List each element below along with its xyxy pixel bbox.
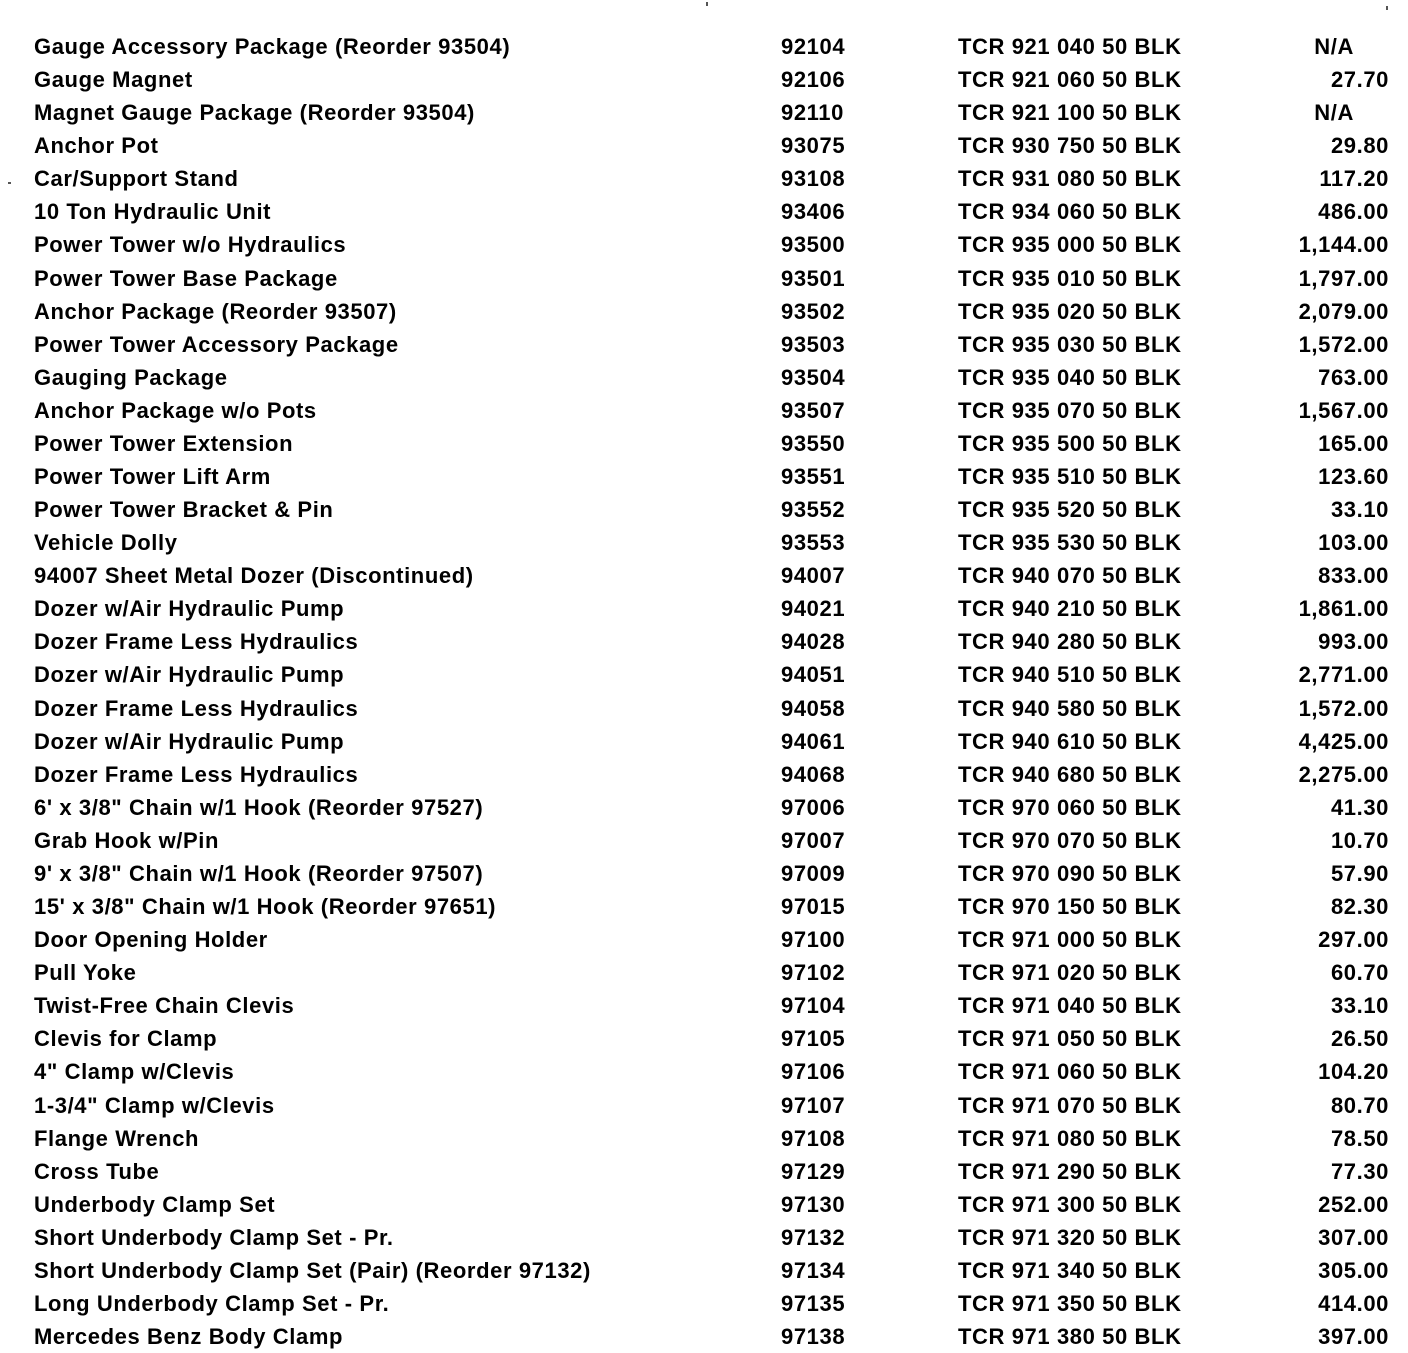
order-code: TCR 935 520 50 BLK — [958, 497, 1182, 523]
item-price: 252.00 — [1318, 1191, 1389, 1217]
price-list-row — [0, 1122, 1408, 1155]
item-price: 297.00 — [1318, 927, 1389, 953]
item-description: Car/Support Stand — [34, 166, 239, 192]
order-code: TCR 971 000 50 BLK — [958, 927, 1182, 953]
item-description: Gauge Magnet — [34, 67, 193, 93]
part-number: 93504 — [781, 364, 846, 390]
part-number: 97130 — [781, 1191, 846, 1217]
item-description: Power Tower w/o Hydraulics — [34, 232, 347, 258]
order-code: TCR 940 510 50 BLK — [958, 662, 1182, 688]
item-description: Short Underbody Clamp Set (Pair) (Reorder 97132) — [34, 1257, 591, 1283]
order-code: TCR 921 060 50 BLK — [958, 67, 1182, 93]
price-list-row — [0, 493, 1408, 526]
order-code: TCR 970 070 50 BLK — [958, 827, 1182, 853]
price-list-row — [0, 63, 1408, 96]
part-number: 94068 — [781, 761, 846, 787]
price-list-row — [0, 592, 1408, 625]
item-price: 60.70 — [1330, 960, 1389, 986]
part-number: 93406 — [781, 199, 846, 225]
item-description: Dozer w/Air Hydraulic Pump — [34, 662, 345, 688]
part-number: 97105 — [781, 1026, 846, 1052]
item-description: 15' x 3/8" Chain w/1 Hook (Reorder 97651) — [34, 894, 497, 920]
price-list-row — [0, 1022, 1408, 1055]
price-list-row — [0, 295, 1408, 328]
order-code: TCR 940 580 50 BLK — [958, 695, 1182, 721]
price-list-row — [0, 394, 1408, 427]
order-code: TCR 971 340 50 BLK — [958, 1257, 1182, 1283]
price-list-row — [0, 526, 1408, 559]
part-number: 97102 — [781, 960, 846, 986]
item-description: Anchor Package (Reorder 93507) — [34, 298, 397, 324]
order-code: TCR 971 040 50 BLK — [958, 993, 1182, 1019]
item-price: 1,861.00 — [1298, 596, 1389, 622]
price-list-row — [0, 658, 1408, 691]
order-code: TCR 940 610 50 BLK — [958, 728, 1182, 754]
part-number: 93502 — [781, 298, 846, 324]
part-number: 97134 — [781, 1257, 846, 1283]
order-code: TCR 921 040 50 BLK — [958, 34, 1182, 59]
price-list-row — [0, 1287, 1408, 1320]
price-list-row — [0, 890, 1408, 923]
item-price: 307.00 — [1318, 1224, 1389, 1250]
item-price: 26.50 — [1330, 1026, 1389, 1052]
item-price: 123.60 — [1318, 464, 1389, 490]
order-code: TCR 971 320 50 BLK — [958, 1224, 1182, 1250]
part-number: 93551 — [781, 464, 846, 490]
item-price: 82.30 — [1330, 894, 1389, 920]
order-code: TCR 970 090 50 BLK — [958, 860, 1182, 886]
order-code: TCR 971 050 50 BLK — [958, 1026, 1182, 1052]
price-list-row — [0, 30, 1408, 63]
order-code: TCR 935 040 50 BLK — [958, 364, 1182, 390]
part-number: 97132 — [781, 1224, 846, 1250]
scan-speck — [1386, 6, 1388, 10]
part-number: 97100 — [781, 927, 846, 953]
item-description: Anchor Package w/o Pots — [34, 397, 317, 423]
part-number: 97106 — [781, 1059, 846, 1085]
price-list-row — [0, 228, 1408, 261]
order-code: TCR 970 150 50 BLK — [958, 894, 1182, 920]
item-price: 41.30 — [1330, 794, 1389, 820]
price-list-row — [0, 989, 1408, 1022]
item-price: 27.70 — [1330, 67, 1389, 93]
price-list-row — [0, 361, 1408, 394]
item-price: 833.00 — [1318, 563, 1389, 589]
part-number: 97006 — [781, 794, 846, 820]
part-number: 94021 — [781, 596, 846, 622]
item-description: Anchor Pot — [34, 133, 159, 159]
price-list-row — [0, 1254, 1408, 1287]
order-code: TCR 935 020 50 BLK — [958, 298, 1182, 324]
price-list-row — [0, 1155, 1408, 1188]
item-price: 33.10 — [1330, 497, 1389, 523]
order-code: TCR 971 080 50 BLK — [958, 1125, 1182, 1151]
item-description: 1-3/4" Clamp w/Clevis — [34, 1092, 275, 1118]
part-number: 97104 — [781, 993, 846, 1019]
price-list-row — [0, 956, 1408, 989]
price-list-row — [0, 262, 1408, 295]
item-price: 33.10 — [1330, 993, 1389, 1019]
item-description: Power Tower Lift Arm — [34, 464, 271, 490]
item-price: 1,572.00 — [1298, 695, 1389, 721]
order-code: TCR 940 680 50 BLK — [958, 761, 1182, 787]
item-description: Grab Hook w/Pin — [34, 827, 220, 853]
part-number: 93553 — [781, 530, 846, 556]
price-list-row — [0, 758, 1408, 791]
item-price: N/A — [1314, 34, 1354, 59]
item-description: 10 Ton Hydraulic Unit — [34, 199, 272, 225]
order-code: TCR 931 080 50 BLK — [958, 166, 1182, 192]
order-code: TCR 940 210 50 BLK — [958, 596, 1182, 622]
order-code: TCR 935 000 50 BLK — [958, 232, 1182, 258]
item-description: Clevis for Clamp — [34, 1026, 218, 1052]
part-number: 94051 — [781, 662, 846, 688]
item-price: 117.20 — [1319, 166, 1389, 192]
order-code: TCR 971 070 50 BLK — [958, 1092, 1182, 1118]
part-number: 93503 — [781, 331, 846, 357]
order-code: TCR 935 030 50 BLK — [958, 331, 1182, 357]
item-description: Power Tower Extension — [34, 430, 294, 456]
price-list-row — [0, 857, 1408, 890]
item-price: 10.70 — [1330, 827, 1389, 853]
item-price: 2,275.00 — [1298, 761, 1389, 787]
item-description: Vehicle Dolly — [34, 530, 178, 556]
item-description: Dozer w/Air Hydraulic Pump — [34, 728, 345, 754]
part-number: 97007 — [781, 827, 846, 853]
part-number: 93507 — [781, 397, 846, 423]
item-price: 2,079.00 — [1298, 298, 1389, 324]
order-code: TCR 971 350 50 BLK — [958, 1290, 1182, 1316]
order-code: TCR 971 380 50 BLK — [958, 1324, 1182, 1350]
price-list-row — [0, 791, 1408, 824]
item-price: 165.00 — [1318, 430, 1389, 456]
order-code: TCR 921 100 50 BLK — [958, 100, 1182, 126]
item-price: 305.00 — [1318, 1257, 1389, 1283]
price-list-row — [0, 427, 1408, 460]
item-price: 57.90 — [1330, 860, 1389, 886]
item-description: 6' x 3/8" Chain w/1 Hook (Reorder 97527) — [34, 794, 484, 820]
part-number: 92110 — [781, 100, 844, 126]
price-list — [0, 30, 1408, 1353]
price-list-row — [0, 824, 1408, 857]
part-number: 97135 — [781, 1290, 846, 1316]
item-description: Gauging Package — [34, 364, 228, 390]
price-list-row — [0, 923, 1408, 956]
part-number: 97107 — [781, 1092, 846, 1118]
order-code: TCR 935 530 50 BLK — [958, 530, 1182, 556]
price-list-row — [0, 195, 1408, 228]
item-price: 763.00 — [1318, 364, 1389, 390]
price-list-row — [0, 96, 1408, 129]
price-list-row — [0, 1188, 1408, 1221]
item-description: Dozer Frame Less Hydraulics — [34, 761, 359, 787]
part-number: 97108 — [781, 1125, 846, 1151]
order-code: TCR 940 280 50 BLK — [958, 629, 1182, 655]
part-number: 93075 — [781, 133, 846, 159]
order-code: TCR 935 500 50 BLK — [958, 430, 1182, 456]
item-description: Power Tower Accessory Package — [34, 331, 399, 357]
order-code: TCR 935 510 50 BLK — [958, 464, 1182, 490]
item-price: 80.70 — [1330, 1092, 1389, 1118]
item-price: 104.20 — [1318, 1059, 1389, 1085]
order-code: TCR 934 060 50 BLK — [958, 199, 1182, 225]
item-price: 414.00 — [1318, 1290, 1389, 1316]
item-description: Twist-Free Chain Clevis — [34, 993, 295, 1019]
item-price: 397.00 — [1318, 1324, 1389, 1350]
item-description: Magnet Gauge Package (Reorder 93504) — [34, 100, 475, 126]
order-code: TCR 970 060 50 BLK — [958, 794, 1182, 820]
item-description: Dozer w/Air Hydraulic Pump — [34, 596, 345, 622]
scan-speck — [706, 2, 708, 6]
price-list-row — [0, 1089, 1408, 1122]
item-description: Cross Tube — [34, 1158, 160, 1184]
item-price: 993.00 — [1318, 629, 1389, 655]
price-list-row — [0, 559, 1408, 592]
item-description: Long Underbody Clamp Set - Pr. — [34, 1290, 390, 1316]
order-code: TCR 971 060 50 BLK — [958, 1059, 1182, 1085]
item-price: 1,144.00 — [1298, 232, 1389, 258]
order-code: TCR 971 020 50 BLK — [958, 960, 1182, 986]
part-number: 94058 — [781, 695, 846, 721]
order-code: TCR 935 010 50 BLK — [958, 265, 1182, 291]
part-number: 93501 — [781, 265, 846, 291]
order-code: TCR 940 070 50 BLK — [958, 563, 1182, 589]
part-number: 93500 — [781, 232, 846, 258]
price-list-row — [0, 1221, 1408, 1254]
price-list-row — [0, 460, 1408, 493]
order-code: TCR 935 070 50 BLK — [958, 397, 1182, 423]
item-description: Mercedes Benz Body Clamp — [34, 1324, 344, 1350]
part-number: 92106 — [781, 67, 846, 93]
item-price: 1,572.00 — [1298, 331, 1389, 357]
item-price: 486.00 — [1318, 199, 1389, 225]
part-number: 92104 — [781, 34, 846, 59]
price-list-row — [0, 1320, 1408, 1353]
item-price: 103.00 — [1318, 530, 1389, 556]
part-number: 94007 — [781, 563, 846, 589]
item-description: Flange Wrench — [34, 1125, 200, 1151]
item-price: 2,771.00 — [1298, 662, 1389, 688]
price-list-row — [0, 129, 1408, 162]
item-price: 29.80 — [1330, 133, 1389, 159]
order-code: TCR 971 300 50 BLK — [958, 1191, 1182, 1217]
part-number: 93108 — [781, 166, 846, 192]
item-price: 77.30 — [1330, 1158, 1389, 1184]
item-description: Power Tower Base Package — [34, 265, 338, 291]
item-description: 9' x 3/8" Chain w/1 Hook (Reorder 97507) — [34, 860, 484, 886]
price-list-row — [0, 162, 1408, 195]
price-list-row — [0, 1055, 1408, 1088]
order-code: TCR 971 290 50 BLK — [958, 1158, 1182, 1184]
item-description: 94007 Sheet Metal Dozer (Discontinued) — [34, 563, 474, 589]
price-list-row — [0, 625, 1408, 658]
part-number: 97015 — [781, 894, 846, 920]
item-description: Pull Yoke — [34, 960, 137, 986]
price-list-row — [0, 725, 1408, 758]
item-description: Door Opening Holder — [34, 927, 268, 953]
item-description: Dozer Frame Less Hydraulics — [34, 695, 359, 721]
price-list-row — [0, 692, 1408, 725]
part-number: 97009 — [781, 860, 846, 886]
item-price: 78.50 — [1330, 1125, 1389, 1151]
item-description: Gauge Accessory Package (Reorder 93504) — [34, 34, 511, 59]
part-number: 97129 — [781, 1158, 846, 1184]
item-description: Underbody Clamp Set — [34, 1191, 276, 1217]
part-number: 97138 — [781, 1324, 846, 1350]
item-description: 4" Clamp w/Clevis — [34, 1059, 235, 1085]
price-list-row — [0, 328, 1408, 361]
item-price: N/A — [1314, 100, 1354, 126]
part-number: 93550 — [781, 430, 846, 456]
part-number: 94028 — [781, 629, 846, 655]
item-description: Power Tower Bracket & Pin — [34, 497, 334, 523]
part-number: 93552 — [781, 497, 846, 523]
item-price: 1,797.00 — [1298, 265, 1389, 291]
item-price: 4,425.00 — [1298, 728, 1389, 754]
order-code: TCR 930 750 50 BLK — [958, 133, 1182, 159]
item-description: Dozer Frame Less Hydraulics — [34, 629, 359, 655]
item-description: Short Underbody Clamp Set - Pr. — [34, 1224, 394, 1250]
item-price: 1,567.00 — [1298, 397, 1389, 423]
part-number: 94061 — [781, 728, 846, 754]
